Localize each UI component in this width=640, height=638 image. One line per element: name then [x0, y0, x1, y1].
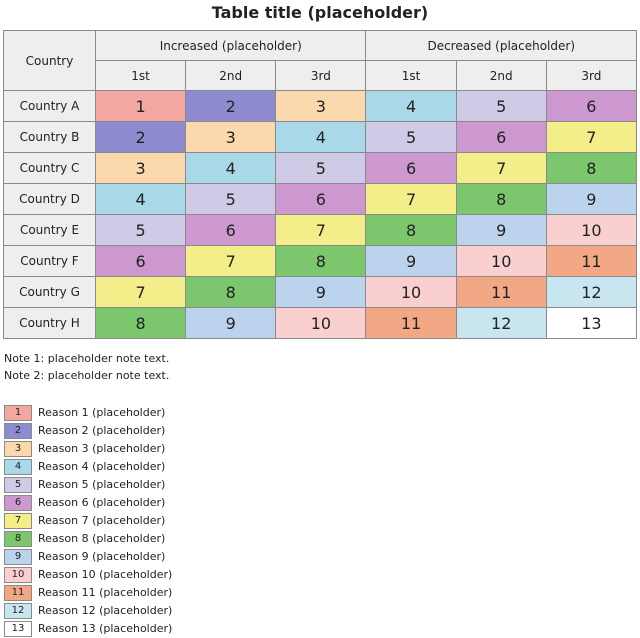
- rank-cell: 9: [186, 308, 276, 339]
- rank-cell: 5: [366, 122, 456, 153]
- rank-cell: 7: [546, 122, 636, 153]
- rank-cell: 11: [546, 246, 636, 277]
- legend-swatch: 1: [4, 405, 32, 421]
- rank-cell: 4: [96, 184, 186, 215]
- legend-swatch: 11: [4, 585, 32, 601]
- rank-cell: 2: [186, 91, 276, 122]
- rank-header: 1st: [96, 61, 186, 91]
- legend-label: Reason 11 (placeholder): [38, 586, 173, 599]
- legend-item: [4, 458, 636, 475]
- rank-cell: 3: [186, 122, 276, 153]
- table-row: [4, 308, 637, 339]
- rank-cell: 3: [96, 153, 186, 184]
- country-cell: Country E: [4, 215, 96, 246]
- legend-item: [4, 602, 636, 619]
- legend-swatch: 5: [4, 477, 32, 493]
- country-cell: Country G: [4, 277, 96, 308]
- legend: [4, 404, 636, 638]
- rank-cell: 8: [96, 308, 186, 339]
- rank-cell: 8: [546, 153, 636, 184]
- legend-item: [4, 440, 636, 457]
- table-row: [4, 215, 637, 246]
- legend-item: [4, 530, 636, 547]
- rank-cell: 13: [546, 308, 636, 339]
- legend-swatch: 7: [4, 513, 32, 529]
- legend-item: [4, 422, 636, 439]
- rank-cell: 8: [276, 246, 366, 277]
- legend-label: Reason 7 (placeholder): [38, 514, 166, 527]
- legend-label: Reason 9 (placeholder): [38, 550, 166, 563]
- rank-cell: 8: [366, 215, 456, 246]
- rank-header: 3rd: [276, 61, 366, 91]
- rank-cell: 7: [186, 246, 276, 277]
- country-cell: Country D: [4, 184, 96, 215]
- rank-cell: 1: [96, 91, 186, 122]
- legend-label: Reason 1 (placeholder): [38, 406, 166, 419]
- legend-swatch: 6: [4, 495, 32, 511]
- group-header-decrease: Decreased (placeholder): [366, 31, 637, 61]
- table-row: [4, 184, 637, 215]
- legend-item: [4, 548, 636, 565]
- rank-cell: 4: [276, 122, 366, 153]
- legend-label: Reason 8 (placeholder): [38, 532, 166, 545]
- rank-header: 2nd: [456, 61, 546, 91]
- legend-item: [4, 584, 636, 601]
- rank-cell: 5: [456, 91, 546, 122]
- rank-cell: 7: [96, 277, 186, 308]
- country-cell: Country C: [4, 153, 96, 184]
- rank-cell: 7: [456, 153, 546, 184]
- rank-cell: 6: [456, 122, 546, 153]
- note: Note 2: placeholder note text.: [4, 369, 170, 382]
- notes: [4, 350, 636, 384]
- legend-swatch: 10: [4, 567, 32, 583]
- rank-cell: 9: [546, 184, 636, 215]
- legend-swatch: 12: [4, 603, 32, 619]
- table-row: [4, 153, 637, 184]
- rank-cell: 8: [456, 184, 546, 215]
- table-row: [4, 91, 637, 122]
- table-row: [4, 246, 637, 277]
- legend-swatch: 13: [4, 621, 32, 637]
- legend-label: Reason 2 (placeholder): [38, 424, 166, 437]
- legend-label: Reason 10 (placeholder): [38, 568, 173, 581]
- legend-label: Reason 12 (placeholder): [38, 604, 173, 617]
- table-row: [4, 122, 637, 153]
- legend-label: Reason 3 (placeholder): [38, 442, 166, 455]
- rank-cell: 6: [276, 184, 366, 215]
- legend-swatch: 8: [4, 531, 32, 547]
- data-table: [3, 30, 637, 339]
- rank-cell: 10: [546, 215, 636, 246]
- table-body: [4, 91, 637, 339]
- rank-cell: 12: [456, 308, 546, 339]
- rank-cell: 4: [366, 91, 456, 122]
- rank-cell: 9: [456, 215, 546, 246]
- rank-cell: 9: [366, 246, 456, 277]
- rank-cell: 8: [186, 277, 276, 308]
- rank-cell: 6: [366, 153, 456, 184]
- legend-label: Reason 5 (placeholder): [38, 478, 166, 491]
- rank-header: 2nd: [186, 61, 276, 91]
- legend-item: [4, 476, 636, 493]
- legend-item: [4, 566, 636, 583]
- legend-swatch: 9: [4, 549, 32, 565]
- legend-swatch: 3: [4, 441, 32, 457]
- rank-cell: 4: [186, 153, 276, 184]
- rank-cell: 2: [96, 122, 186, 153]
- country-cell: Country A: [4, 91, 96, 122]
- rank-cell: 11: [366, 308, 456, 339]
- table-row: [4, 277, 637, 308]
- rank-cell: 5: [186, 184, 276, 215]
- rank-cell: 10: [456, 246, 546, 277]
- rank-cell: 5: [96, 215, 186, 246]
- rank-cell: 10: [276, 308, 366, 339]
- rank-cell: 7: [366, 184, 456, 215]
- country-column-header: Country: [4, 31, 96, 91]
- legend-item: [4, 404, 636, 421]
- rank-cell: 7: [276, 215, 366, 246]
- rank-cell: 11: [456, 277, 546, 308]
- note: Note 1: placeholder note text.: [4, 352, 170, 365]
- legend-item: [4, 620, 636, 637]
- rank-cell: 6: [186, 215, 276, 246]
- rank-cell: 12: [546, 277, 636, 308]
- rank-header: 3rd: [546, 61, 636, 91]
- rank-cell: 5: [276, 153, 366, 184]
- legend-label: Reason 6 (placeholder): [38, 496, 166, 509]
- rank-cell: 10: [366, 277, 456, 308]
- country-cell: Country H: [4, 308, 96, 339]
- rank-cell: 3: [276, 91, 366, 122]
- page-title: Table title (placeholder): [211, 3, 429, 22]
- rank-header: 1st: [366, 61, 456, 91]
- legend-label: Reason 4 (placeholder): [38, 460, 166, 473]
- legend-swatch: 4: [4, 459, 32, 475]
- rank-cell: 9: [276, 277, 366, 308]
- rank-cell: 6: [546, 91, 636, 122]
- group-header-increase: Increased (placeholder): [96, 31, 366, 61]
- table-container: [3, 30, 637, 339]
- country-cell: Country B: [4, 122, 96, 153]
- rank-cell: 6: [96, 246, 186, 277]
- legend-item: [4, 512, 636, 529]
- country-cell: Country F: [4, 246, 96, 277]
- legend-label: Reason 13 (placeholder): [38, 622, 173, 635]
- legend-swatch: 2: [4, 423, 32, 439]
- legend-item: [4, 494, 636, 511]
